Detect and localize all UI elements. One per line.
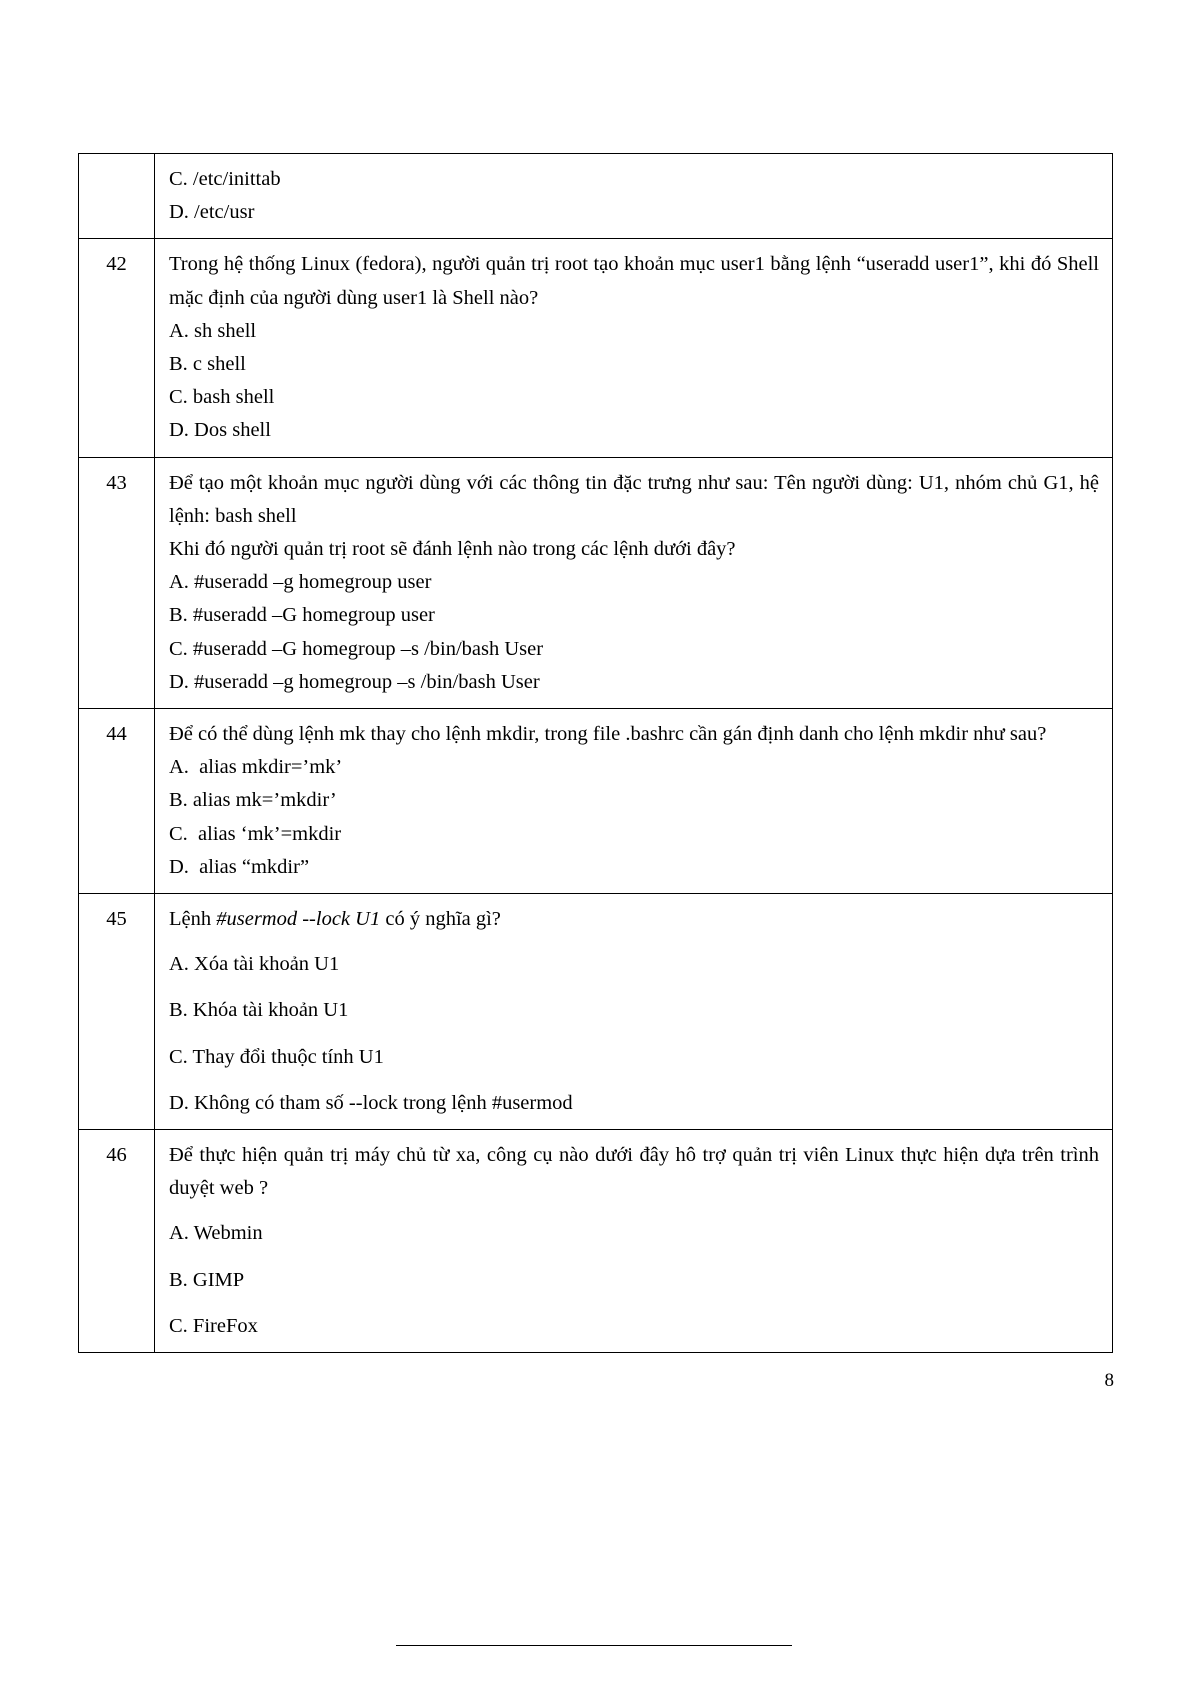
- question-number: 42: [79, 239, 155, 457]
- table-row: [79, 457, 1113, 708]
- questions-table: [78, 153, 1113, 1353]
- question-number: [79, 154, 155, 239]
- option-b: B. alias mk=’mkdir’: [169, 789, 337, 812]
- question-stem: Để tạo một khoản mục người dùng với các thông tin đặc trưng như sau: Tên người dùng: U1, nhóm chủ G1, hệ lệnh: bash shell: [169, 471, 1099, 527]
- question-number: 45: [79, 894, 155, 1130]
- option-b: B. c shell: [169, 353, 246, 376]
- question-body: [155, 457, 1113, 708]
- option-d: D. Không có tham số --lock trong lệnh #usermod: [169, 1091, 573, 1114]
- footer-divider: [396, 1645, 792, 1646]
- option-a: A. Webmin: [169, 1222, 263, 1245]
- question-stem: Để thực hiện quản trị máy chủ từ xa, công cụ nào dưới đây hô trợ quản trị viên Linux thực hiện dựa trên trình duyệt web ?: [169, 1144, 1099, 1200]
- question-stem: Trong hệ thống Linux (fedora), người quản trị root tạo khoản mục user1 bằng lệnh “useradd user1”, khi đó Shell mặc định của người dùng user1 là Shell nào?: [169, 253, 1099, 309]
- table-row: [79, 154, 1113, 239]
- table-row: [79, 894, 1113, 1130]
- question-number: 44: [79, 709, 155, 894]
- option-d: D. alias “mkdir”: [169, 855, 310, 878]
- table-row: [79, 239, 1113, 457]
- question-stem-continued: Khi đó người quản trị root sẽ đánh lệnh nào trong các lệnh dưới đây?: [169, 538, 736, 561]
- option-d: D. Dos shell: [169, 419, 271, 442]
- question-number: 46: [79, 1130, 155, 1353]
- option-a: A. alias mkdir=’mk’: [169, 756, 343, 779]
- option-d: D. #useradd –g homegroup –s /bin/bash User: [169, 670, 540, 693]
- question-body: [155, 239, 1113, 457]
- table-row: [79, 709, 1113, 894]
- option-c: C. /etc/inittab: [169, 168, 281, 190]
- question-number: 43: [79, 457, 155, 708]
- question-body: [155, 709, 1113, 894]
- option-c: C. #useradd –G homegroup –s /bin/bash User: [169, 637, 544, 660]
- question-stem: [169, 903, 1099, 936]
- question-stem: Để có thể dùng lệnh mk thay cho lệnh mkdir, trong file .bashrc cần gán định danh cho lệnh mkdir như sau?: [169, 723, 1047, 746]
- option-a: A. #useradd –g homegroup user: [169, 571, 432, 594]
- question-body: [155, 154, 1113, 239]
- option-b: B. #useradd –G homegroup user: [169, 604, 435, 627]
- option-d: D. /etc/usr: [169, 201, 255, 224]
- option-b: B. Khóa tài khoản U1: [169, 999, 349, 1022]
- stem-command: #usermod --lock U1: [216, 908, 381, 931]
- option-c: C. alias ‘mk’=mkdir: [169, 822, 342, 845]
- question-body: [155, 894, 1113, 1130]
- stem-prefix: Lệnh: [169, 908, 217, 931]
- question-body: [155, 1130, 1113, 1353]
- page-number: 8: [1104, 1370, 1114, 1391]
- option-b: B. GIMP: [169, 1268, 245, 1291]
- option-c: C. bash shell: [169, 386, 275, 409]
- option-c: C. FireFox: [169, 1314, 258, 1337]
- option-a: A. sh shell: [169, 319, 257, 342]
- table-row: [79, 1130, 1113, 1353]
- option-c: C. Thay đổi thuộc tính U1: [169, 1045, 384, 1068]
- option-a: A. Xóa tài khoản U1: [169, 953, 340, 976]
- stem-suffix: có ý nghĩa gì?: [380, 908, 501, 931]
